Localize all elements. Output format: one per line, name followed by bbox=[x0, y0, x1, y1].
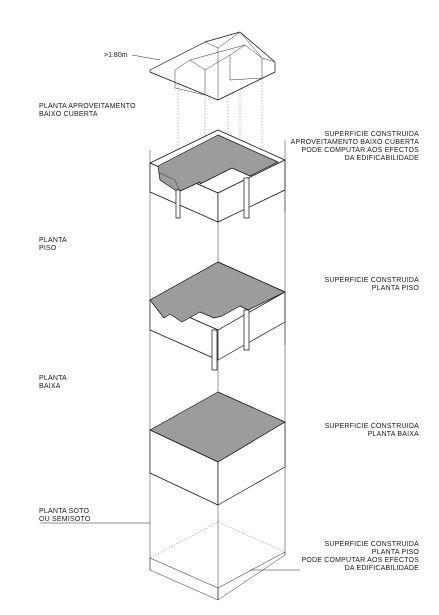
label-planta-baixo-cuberta: PLANTA APROVEITAMENTO BAIXO CUBERTA bbox=[39, 103, 136, 118]
level-piso bbox=[150, 262, 285, 370]
label-superficie-baixa: SUPERFICIE CONSTRUIDA PLANTA BAIXA bbox=[324, 423, 419, 438]
label-superficie-soto: SUPERFICIE CONSTRUIDA PLANTA PISO PODE COMPUTAR AOS EFECTOS DA EDIFICABILIDADE bbox=[301, 541, 419, 572]
label-planta-piso: PLANTA PISO bbox=[39, 237, 67, 252]
dimension-label: >1.80m bbox=[104, 52, 128, 59]
level-soto bbox=[150, 522, 285, 600]
level-baixa bbox=[150, 392, 285, 505]
roof-volume bbox=[150, 32, 275, 100]
label-superficie-baixo-cuberta: SUPERFICIE CONSTRUIDA APROVEITAMENTO BAIXO CUBERTA PODE COMPUTAR AOS EFECTOS DA EDIFICABILIDADE bbox=[290, 131, 419, 162]
level-baixo-cuberta bbox=[150, 130, 285, 222]
dimension-leader bbox=[132, 55, 160, 60]
label-superficie-piso: SUPERFICIE CONSTRUIDA PLANTA PISO bbox=[324, 277, 419, 292]
label-planta-baixa: PLANTA BAIXA bbox=[39, 375, 67, 390]
leader-lines bbox=[40, 523, 300, 570]
label-planta-soto: PLANTA SOTO OU SEMISOTO bbox=[39, 508, 91, 523]
